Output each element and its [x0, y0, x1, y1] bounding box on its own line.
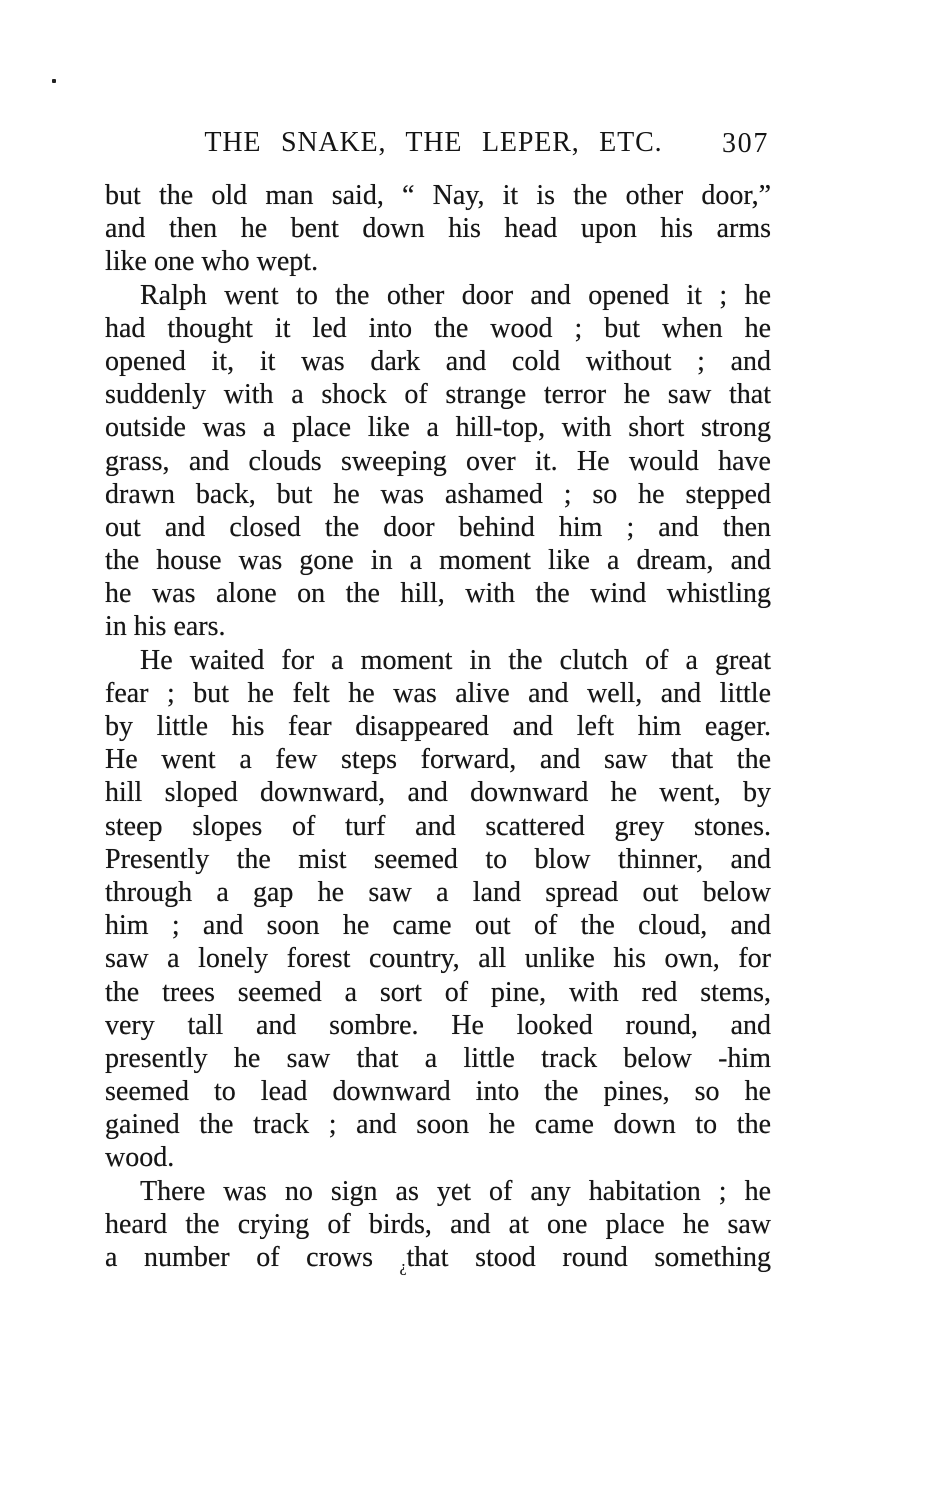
- text-line: very tall and sombre. He looked round, and: [105, 1009, 771, 1041]
- text-line: There was no sign as yet of any habitation ; he: [140, 1175, 771, 1207]
- text-line: but the old man said, “ Nay, it is the other door,”: [105, 180, 771, 211]
- text-line: opened it, it was dark and cold without ; and: [105, 345, 771, 377]
- page-header: [105, 126, 771, 162]
- text-line: through a gap he saw a land spread out below: [105, 876, 771, 908]
- text-line: [105, 1241, 771, 1274]
- text-line: He went a few steps forward, and saw that the: [105, 744, 771, 776]
- text-line: fear ; but he felt he was alive and well, and little: [105, 677, 771, 709]
- text-line: He waited for a moment in the clutch of a great: [140, 644, 771, 676]
- page-number: 307: [721, 128, 769, 159]
- text-line: and then he bent down his head upon his arms: [105, 213, 771, 245]
- text-line: outside was a place like a hill-top, with short strong: [105, 412, 771, 444]
- text-line: the trees seemed a sort of pine, with red stems,: [105, 976, 771, 1008]
- text-line: him ; and soon he came out of the cloud, and: [105, 910, 771, 942]
- text-block: [105, 179, 771, 1274]
- text-line: steep slopes of turf and scattered grey stones.: [105, 810, 771, 842]
- text-line: like one who wept.: [105, 246, 319, 278]
- text-line: the house was gone in a moment like a dream, and: [105, 545, 771, 577]
- text-line: Ralph went to the other door and opened it ; he: [140, 279, 771, 311]
- text-line: Presently the mist seemed to blow thinner, and: [105, 843, 771, 875]
- text-line: wood.: [105, 1142, 175, 1174]
- text-line: had thought it led into the wood ; but when he: [105, 312, 771, 344]
- text-line: by little his fear disappeared and left him eager.: [105, 711, 771, 742]
- text-line-segment: that stood round something: [406, 1242, 771, 1273]
- text-line: drawn back, but he was ashamed ; so he stepped: [105, 478, 771, 510]
- text-line: saw a lonely forest country, all unlike his own, for: [105, 943, 771, 975]
- text-line: in his ears.: [105, 611, 226, 643]
- text-line: grass, and clouds sweeping over it. He would have: [105, 445, 771, 477]
- text-line: seemed to lead downward into the pines, so he: [105, 1076, 771, 1108]
- text-line: out and closed the door behind him ; and then: [105, 511, 771, 543]
- ink-smudge-artifact: ¿: [399, 1258, 407, 1276]
- text-line: suddenly with a shock of strange terror he saw that: [105, 379, 771, 411]
- ink-speck-artifact: [52, 79, 56, 83]
- text-line: hill sloped downward, and downward he went, by: [105, 777, 771, 809]
- running-title: THE SNAKE, THE LEPER, ETC.: [204, 127, 663, 158]
- text-line: presently he saw that a little track below -him: [105, 1042, 771, 1074]
- text-line: gained the track ; and soon he came down to the: [105, 1109, 771, 1141]
- text-line: heard the crying of birds, and at one place he saw: [105, 1208, 771, 1240]
- text-line-segment: a number of crows: [105, 1242, 400, 1273]
- text-line: he was alone on the hill, with the wind whistling: [105, 578, 771, 610]
